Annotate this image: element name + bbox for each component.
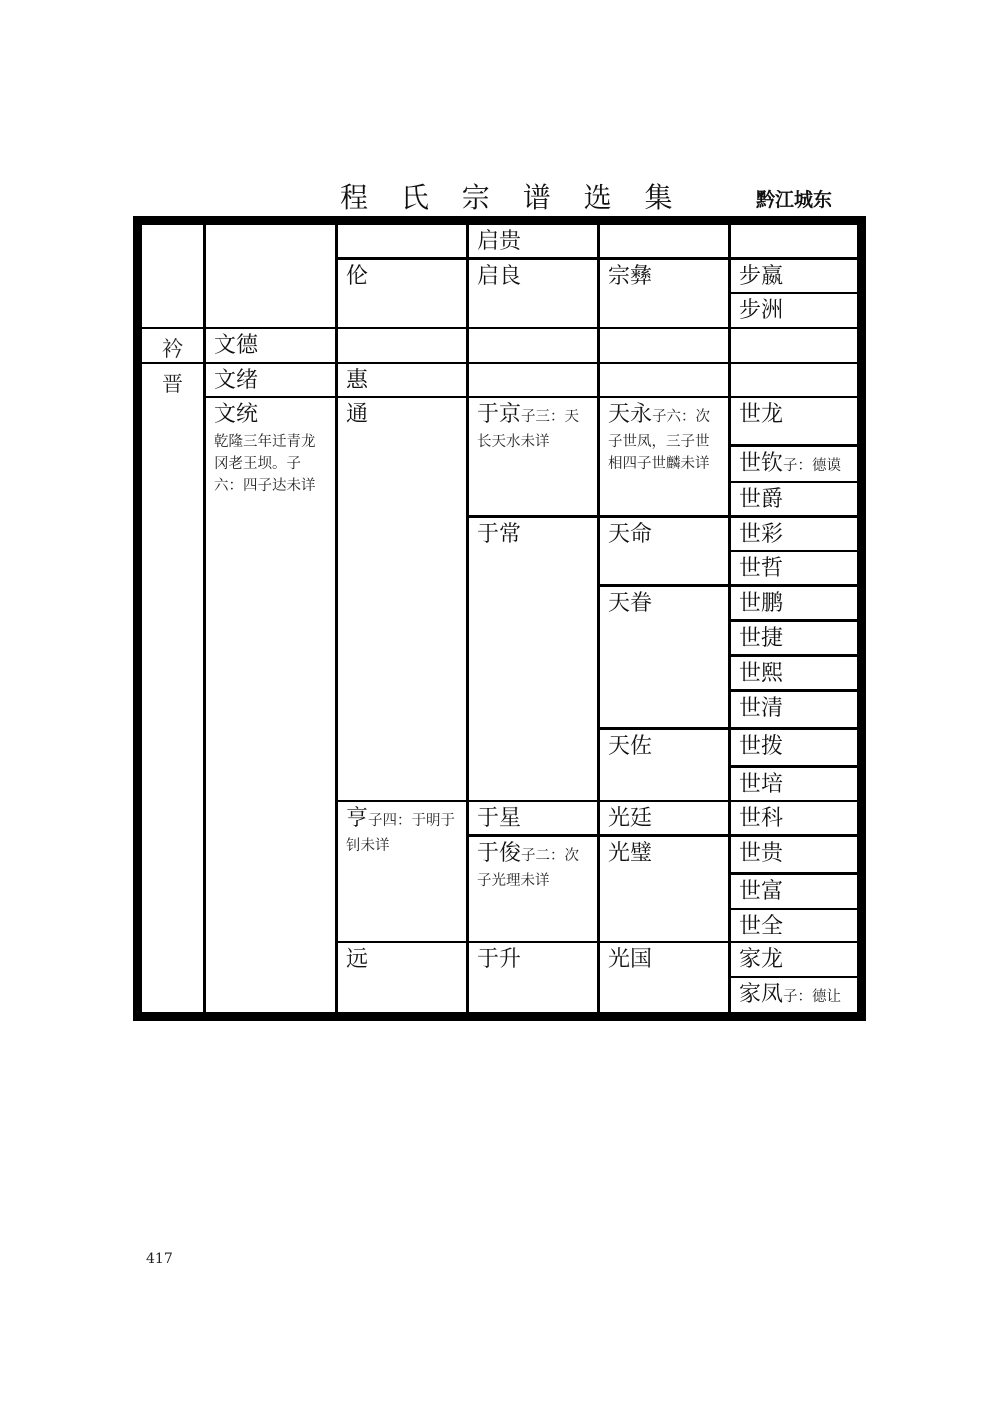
name-qiliang: 启良 [469, 260, 597, 327]
name-shigui: 世贵 [731, 837, 857, 872]
col3-r1-empty [338, 225, 466, 257]
name-tianjuan: 天眷 [600, 587, 728, 727]
name-shiquan: 世全 [731, 910, 857, 941]
entry-wentong [206, 398, 335, 1012]
col1-top-empty [142, 225, 203, 327]
name-buzhou: 步洲 [731, 294, 857, 327]
name-jialong: 家龙 [731, 943, 857, 976]
name-shipei: 世培 [731, 768, 857, 800]
name-wende: 文德 [206, 329, 335, 362]
name-heng: 亨 [346, 806, 369, 831]
entry-yujing [469, 398, 597, 515]
page-number: 417 [146, 1251, 173, 1267]
genealogy-table [133, 216, 866, 1021]
name-tianzuo: 天佐 [600, 730, 728, 800]
name-shiba: 世拨 [731, 730, 857, 765]
generation-char-lin: 衿 [142, 329, 203, 362]
entry-heng [338, 802, 466, 941]
col4-r4-empty [469, 329, 597, 362]
name-tianming: 天命 [600, 518, 728, 584]
name-shipeng: 世鹏 [731, 587, 857, 619]
col5-r1-empty [600, 225, 728, 257]
name-buying: 步嬴 [731, 260, 857, 292]
note-tianyong: 子六：次子世凤，三子世相四子世麟未详 [608, 409, 711, 472]
col4-r5-empty [469, 364, 597, 396]
name-shike: 世科 [731, 802, 857, 834]
entry-jiafeng [731, 978, 857, 1012]
col3-r4-empty [338, 329, 466, 362]
name-shixi: 世熙 [731, 657, 857, 689]
entry-yujun [469, 837, 597, 941]
name-shijie: 世捷 [731, 622, 857, 654]
name-yujun: 于俊 [477, 841, 522, 866]
region-label: 黔江城东 [756, 189, 833, 211]
name-hui: 惠 [338, 364, 466, 396]
name-zongyi: 宗彝 [600, 260, 728, 327]
name-guangguo: 光国 [600, 943, 728, 1012]
col6-r1-empty [731, 225, 857, 257]
name-yujing: 于京 [477, 402, 522, 427]
name-wentong: 文统 [214, 402, 259, 427]
note-jiafeng: 子：德让 [783, 989, 842, 1005]
note-heng: 子四：于明于钊未详 [346, 813, 456, 854]
name-shicai: 世彩 [731, 518, 857, 550]
name-qigui: 启贵 [469, 225, 597, 257]
name-lun: 伦 [338, 260, 466, 327]
col6-r5-empty [731, 364, 857, 396]
name-guangbi: 光璧 [600, 837, 728, 941]
entry-shiqin [731, 447, 857, 481]
note-wentong: 乾隆三年迁青龙冈老王坝。子六：四子达未详 [214, 434, 316, 494]
col5-r5-empty [600, 364, 728, 396]
name-tong: 通 [338, 398, 466, 800]
name-shiqing: 世清 [731, 692, 857, 727]
col5-r4-empty [600, 329, 728, 362]
col2-top-empty [206, 225, 335, 327]
generation-char-jin: 晋 [142, 364, 203, 1012]
page-title: 程 氏 宗 谱 选 集 [340, 181, 685, 214]
name-yuxing: 于星 [469, 802, 597, 834]
note-yujun: 子二：次子光理未详 [477, 848, 580, 889]
note-yujing: 子三：天长天水未详 [477, 409, 580, 450]
name-shifu: 世富 [731, 875, 857, 908]
name-shilong: 世龙 [731, 398, 857, 444]
col6-r4-empty [731, 329, 857, 362]
name-shijue: 世爵 [731, 483, 857, 515]
name-yuan: 远 [338, 943, 466, 1012]
name-shiqin: 世钦 [739, 451, 784, 476]
name-yusheng: 于升 [469, 943, 597, 1012]
name-jiafeng: 家凤 [739, 982, 784, 1007]
name-wenxu: 文绪 [206, 364, 335, 396]
entry-tianyong [600, 398, 728, 515]
name-shizhe: 世哲 [731, 552, 857, 584]
name-guangting: 光廷 [600, 802, 728, 834]
name-tianyong: 天永 [608, 402, 653, 427]
name-yuchang: 于常 [469, 518, 597, 800]
note-shiqin: 子：德谟 [783, 458, 842, 474]
